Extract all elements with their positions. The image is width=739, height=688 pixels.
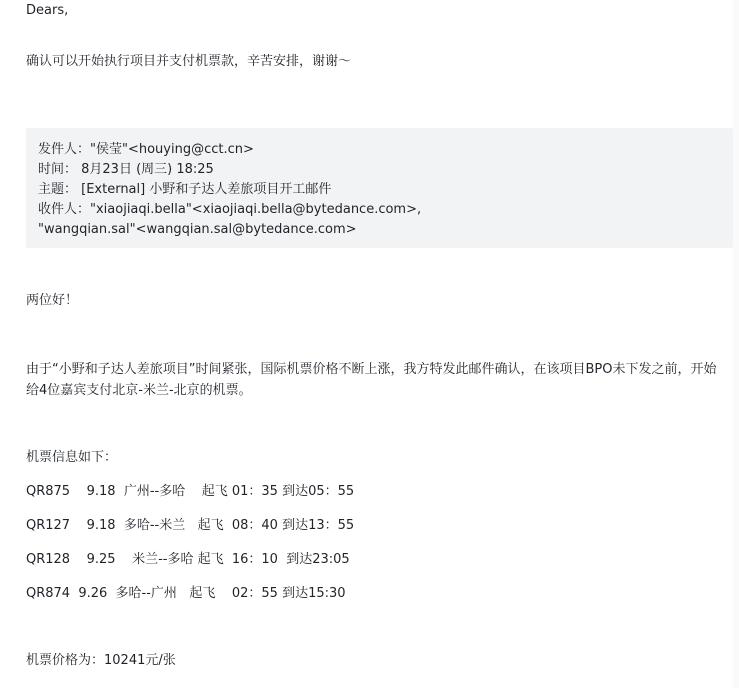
salutation-text: 两位好！ bbox=[26, 293, 79, 308]
flight-row: QR128 9.25 米兰--多哈 起飞 16：10 到达23:05 bbox=[26, 552, 350, 567]
flight-row: QR875 9.18 广州--多哈 起飞 01：35 到达05：55 bbox=[26, 484, 355, 499]
flight-row: QR874 9.26 多哈--广州 起飞 02：55 到达15:30 bbox=[26, 586, 346, 601]
quoted-subject: 主题： [External] 小野和子达人差旅项目开工邮件 bbox=[38, 182, 332, 197]
quoted-to: 收件人："xiaojiaqi.bella"<xiaojiaqi.bella@bytedance.com>, bbox=[38, 202, 422, 217]
greeting-text: Dears, bbox=[26, 3, 69, 18]
reply-text: 确认可以开始执行项目并支付机票款，辛苦安排，谢谢～ bbox=[26, 54, 352, 69]
quoted-message-header bbox=[26, 128, 733, 248]
body-paragraph: 由于“小野和子达人差旅项目”时间紧张，国际机票价格不断上涨，我方特发此邮件确认，在该项目BPO未下发之前，开始给4位嘉宾支付北京-米兰-北京的机票。 bbox=[26, 362, 717, 398]
flight-row: QR127 9.18 多哈--米兰 起飞 08：40 到达13：55 bbox=[26, 518, 355, 533]
scrollbar[interactable] bbox=[733, 0, 739, 688]
quoted-from: 发件人："侯莹"<houying@cct.cn> bbox=[38, 142, 254, 157]
price-text: 机票价格为：10241元/张 bbox=[26, 653, 176, 668]
quoted-time: 时间： 8月23日 (周三) 18:25 bbox=[38, 162, 214, 177]
quoted-to-continued: "wangqian.sal"<wangqian.sal@bytedance.com> bbox=[38, 222, 357, 237]
flights-heading: 机票信息如下： bbox=[26, 450, 118, 465]
